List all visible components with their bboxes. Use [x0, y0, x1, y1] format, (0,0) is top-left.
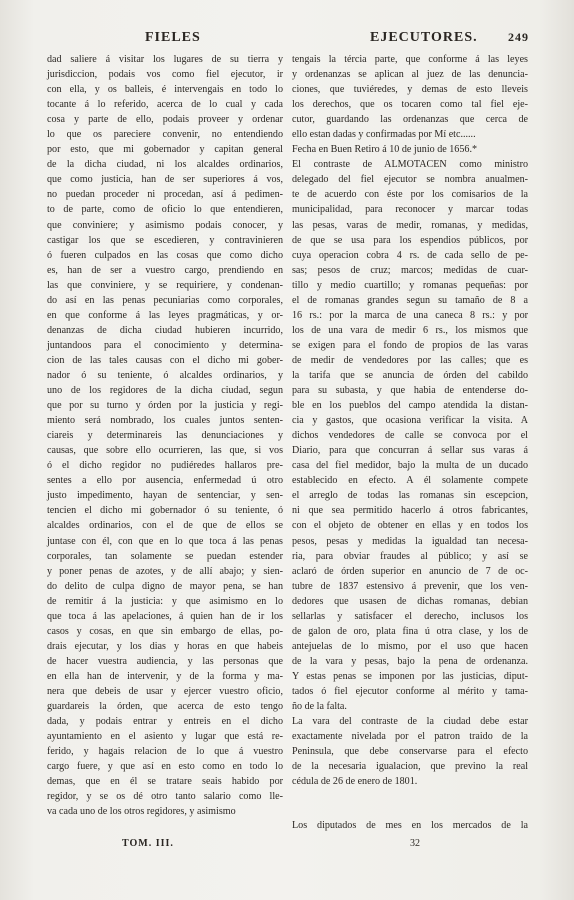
text-line: ria, para obviar fraudes al público; y así se — [292, 550, 528, 562]
text-line: que toca á las apelaciones, á quien han de ir los — [47, 610, 283, 622]
text-line: corporales, tan solamente se puedan estender — [47, 550, 283, 562]
text-line: por esto, que mi gobernador y capitan general — [47, 144, 283, 156]
text-line: antejuelas de lo mismo, por el uso que hacen — [292, 640, 528, 652]
text-line: en ella han de intervenir, y de la forma y ma- — [47, 670, 283, 682]
text-line: lo que os pareciere convenir, no entendiendo — [47, 129, 283, 141]
text-line: nador ó su teniente, ó alcaldes ordinarios, y — [47, 369, 283, 381]
right-text-column — [292, 52, 528, 789]
text-line: municipalidad, para reconocer y marcar todas — [292, 204, 528, 216]
text-line: cia y gastos, que ocasiona verificar la visita. A — [292, 415, 528, 427]
text-line: se exigen para el fondo de propios de las varas — [292, 339, 528, 351]
text-line: justo impedimento, hayan de sentenciar, y sen- — [47, 490, 283, 502]
text-line: ó fueren culpados en las cosas que como dicho — [47, 249, 283, 261]
text-line: ayuntamiento en el asiento y lugar que está re- — [47, 731, 283, 743]
text-line: en que conforme á las leyes pragmáticas, y or- — [47, 309, 283, 321]
text-line: castigar los que se escedieren, y contravinieren — [47, 234, 283, 246]
text-line: ni que sea permitido hacerlo á otros fabricantes, — [292, 505, 528, 517]
text-line: sellarlas y satisfacer el derecho, inclusos los — [292, 610, 528, 622]
text-line: va cada uno de los otros regidores, y asimismo — [47, 806, 236, 818]
text-line: con ella, y os balleis, é intervengais en todo lo — [47, 84, 283, 96]
text-line: dada, y podais entrar y entreis en el dicho — [47, 716, 283, 728]
text-line: tencien el dicho mi gobernador ó su teniente, ó — [47, 505, 283, 517]
text-line: tocante á lo referido, acerca de lo cual y cada — [47, 99, 283, 111]
text-line: de galon de oro, plata fina ú otra clase, y los de — [292, 625, 528, 637]
text-line: guardareis la órden, que acerca de esto tengo — [47, 701, 283, 713]
text-line: cuya operacion cobra 4 rs. de cada sello de pe- — [292, 249, 528, 261]
text-line: que conviniere; y asimismo podais conocer, y — [47, 219, 283, 231]
text-line: ble en los pueblos del campo atendida la distan- — [292, 400, 528, 412]
text-line: cargo fuere, y que así en esto como en todo lo — [47, 761, 283, 773]
text-line: con el objeto de obtener en ellas y en todos los — [292, 520, 528, 532]
text-line: Diario, para que concurran á sellar sus varas á — [292, 445, 528, 457]
text-line: demas, que en él se tratare seais habido por — [47, 776, 283, 788]
text-line: 16 rs.: por la marca de una caneca 8 rs.: y por — [292, 309, 528, 321]
text-line: tillo y medio cuartillo; y romanas pequeñas: por — [292, 279, 528, 291]
text-line: to de parte, como de oficio lo que entendieren, — [47, 204, 283, 216]
text-line: Fecha en Buen Retiro á 10 de junio de 1656.* — [292, 144, 478, 156]
text-line: tados ó fiel ejecutor conforme al mérito y tama- — [292, 685, 528, 697]
text-line: y poner penas de azotes, y de allí abajo; y sien- — [47, 565, 283, 577]
text-line: Peninsula, que debe conservarse para el efecto — [292, 746, 528, 758]
text-line: y ordenanzas se aplican al juez de las denuncia- — [292, 69, 528, 81]
text-line: El contraste de ALMOTACEN como ministro — [292, 159, 528, 171]
text-line: juntase con él, con que en lo que toca á las penas — [47, 535, 283, 547]
text-line: jurisdiccion, podais vos como fiel ejecutor, ir — [47, 69, 283, 81]
text-line: dedores que usasen de dichas romanas, debian — [292, 595, 528, 607]
text-line: denanzas de dicha ciudad hubieren incurrido, — [47, 324, 283, 336]
text-line: delegado del fiel ejecutor se nombra anualmen- — [292, 174, 528, 186]
text-line: cutor, guardando las ordenanzas que cerca de — [292, 114, 528, 126]
text-line: de remitir á la justicia: y que asimismo en lo — [47, 595, 283, 607]
text-line: te de acuerdo con éste por los comisarios de la — [292, 189, 528, 201]
text-line: ciareis y determinareis las denunciaciones y — [47, 430, 283, 442]
page-number: 249 — [508, 30, 529, 44]
text-line: casa del fiel medidor, bajo la multa de un ducado — [292, 460, 528, 472]
text-line: que por su turno y órden por la justicia y regi- — [47, 400, 283, 412]
text-line: para su subasta, y que habia de entenderse do- — [292, 385, 528, 397]
text-line: do delito de culpa digno de mayor pena, se han — [47, 580, 283, 592]
left-text-column — [47, 52, 283, 819]
text-line: de que se usa para los espendios públicos, por — [292, 234, 528, 246]
signature-mark: 32 — [410, 838, 420, 849]
text-line: juntandoos para el conocimiento y determina- — [47, 339, 283, 351]
text-line: pesos, pesas y medidas la igualdad tan necesa- — [292, 535, 528, 547]
text-line: aclaró de órden superior en anuncio de 7 de oc- — [292, 565, 528, 577]
text-line: ello estan dadas y confirmadas por Mí etc...... — [292, 129, 476, 141]
text-line: drais ejecutar, y los dias y horas en que habeis — [47, 640, 283, 652]
text-line: ño de la falta. — [292, 701, 347, 713]
volume-footer: TOM. III. — [122, 838, 174, 849]
text-line: establecido en efecto. A él solamente compete — [292, 475, 528, 487]
text-line: casos y cosas, en que sin embargo de ellas, po- — [47, 625, 283, 637]
text-line: cédula de 26 de enero de 1801. — [292, 776, 418, 788]
text-line: dad saliere á visitar los lugares de su tierra y — [47, 54, 283, 65]
text-line: ferido, y hagais relacion de lo que á vuestro — [47, 746, 283, 758]
text-line: alcaldes ordinarios, con el de que de ellos se — [47, 520, 283, 532]
text-line: la tarifa que se anuncia de órden del cabildo — [292, 369, 528, 381]
text-line: ó el dicho regidor no pudiéredes hallaros pre- — [47, 460, 283, 472]
text-line: las que conviniere, y se requiriere, y condenan- — [47, 279, 283, 291]
text-line: el de romanas grandes segun su tamaño de 8 a — [292, 294, 528, 306]
text-line: los de una vara de medir 6 rs., los mismos que — [292, 324, 528, 336]
text-line: regidor, y se os dé otro tanto salario como lle- — [47, 791, 283, 803]
text-line: de la necesaria igualacion, que previno la real — [292, 761, 528, 773]
text-line: uno de los regidores de la dicha ciudad, segun — [47, 385, 283, 397]
text-line: de hacer vuestra audiencia, y las personas que — [47, 655, 283, 667]
text-line: los derechos, que os tocaren como tal fiel eje- — [292, 99, 528, 111]
text-line: de la dicha ciudad, ni los alcaldes ordinarios, — [47, 159, 283, 171]
text-line: causas, que sobre ello ocurrieren, las que, si vos — [47, 445, 283, 457]
text-line: sas; pesos de cruz; marcos; medidas de cuar- — [292, 264, 528, 276]
text-line: que como justicia, han de ser superiores á vos, — [47, 174, 283, 186]
text-line: dichos vendedores de calle se convoca por el — [292, 430, 528, 442]
text-line: las pesas, varas de medir, romanas, y medidas, — [292, 219, 528, 231]
text-line: ciones, que tuviéredes, y demas de esto lleveis — [292, 84, 528, 96]
text-line: cion de las tales causas con el dicho mi gober- — [47, 354, 283, 366]
text-line: exactamente nivelada por el patron traido de la — [292, 731, 528, 743]
text-line: de medir de vendedores por las calles; que es — [292, 354, 528, 366]
text-line: La vara del contraste de la ciudad debe estar — [292, 716, 528, 728]
text-line: miento será nombrado, los cuales juntos senten- — [47, 415, 283, 427]
text-line: cosa y parte de ello, podais proveer y ordenar — [47, 114, 283, 126]
text-line: tengais la tércia parte, que conforme á las leyes — [292, 54, 528, 65]
text-line: Y estas penas se imponen por las justicias, diput- — [292, 670, 528, 682]
text-line: nera que debeis de usar y ejercer vuestro oficio, — [47, 685, 283, 697]
running-header-right: EJECUTORES. — [370, 30, 478, 45]
text-line: es, han de ser a vuestro cargo, prendiendo en — [47, 264, 283, 276]
text-line: sentes a ello por ausencia, enfermedad ú otro — [47, 475, 283, 487]
continuation-line: Los diputados de mes en los mercados de la — [292, 820, 528, 831]
text-line: el arreglo de todas las romanas sin escepcion, — [292, 490, 528, 502]
text-line: no puedan proceder ni procedan, así á pedimen- — [47, 189, 283, 201]
text-line: do así en las penas pecuniarias como corporales, — [47, 294, 283, 306]
text-line: de la vara y pesas, bajo la pena de ordenanza. — [292, 655, 528, 667]
running-header-left: FIELES — [145, 30, 201, 45]
text-line: tubre de 1837 estensivo á prevenir, que los ven- — [292, 580, 528, 592]
